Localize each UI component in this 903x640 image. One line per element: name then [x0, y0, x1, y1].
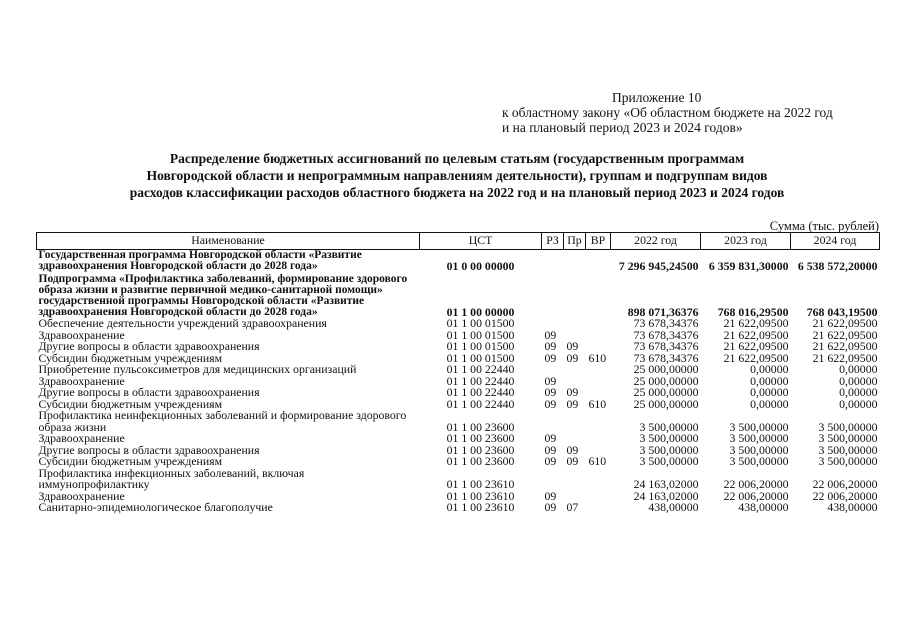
row-name: Здравоохранение: [38, 488, 125, 503]
row-value-2022: 25 000,00000: [633, 385, 699, 399]
row-name: Подпрограмма «Профилактика заболеваний, формирование здорового образа жизни и развитие первичной медико-санитарной помощи» государственной программы Новгородской области «Развитие здравоохранения Новгородской области до 2028 года»: [38, 273, 408, 318]
row-vr: 610: [588, 454, 607, 468]
row-cst: 01 0 00 00000: [446, 258, 515, 273]
row-vr: [586, 364, 611, 376]
row-name: Здравоохранение: [38, 327, 125, 342]
row-name: Государственная программа Новгородской области «Развитие здравоохранения Новгородской области до 2028 года»: [38, 249, 362, 272]
row-value-2023: 3 500,00000: [729, 454, 789, 468]
row-value-2023: 438,00000: [738, 500, 789, 514]
header-name: Наименование: [37, 233, 420, 250]
row-cst: 01 1 00 22440: [446, 362, 515, 376]
row-value-2023: 0,00000: [750, 396, 789, 411]
table-row: [37, 468, 880, 491]
row-value-2023: 6 359 831,30000: [708, 258, 789, 273]
row-value-2023: 0,00000: [750, 385, 789, 399]
row-value-2022: 24 163,02000: [633, 477, 699, 491]
row-vr: [586, 330, 611, 342]
row-cst: 01 1 00 01500: [446, 339, 515, 353]
row-value-2023: 0,00000: [750, 373, 789, 388]
row-value-2022: 73 678,34376: [633, 350, 699, 365]
row-rz: 09: [544, 339, 557, 353]
row-name: Субсидии бюджетным учреждениям: [38, 350, 223, 365]
row-value-2023: 768 016,29500: [717, 304, 789, 319]
header-2024: 2024 год: [791, 233, 880, 250]
row-cst: 01 1 00 01500: [446, 327, 515, 342]
header-rz: РЗ: [542, 233, 564, 250]
row-cst: 01 1 00 23610: [446, 500, 515, 514]
row-value-2024: 22 006,20000: [812, 477, 878, 491]
row-value-2022: 438,00000: [648, 500, 699, 514]
row-value-2022: 25 000,00000: [633, 362, 699, 376]
row-rz: 09: [544, 327, 557, 342]
row-value-2024: 6 538 572,20000: [797, 258, 878, 273]
header-cst: ЦСТ: [420, 233, 542, 250]
row-cst: 01 1 00 23610: [446, 477, 515, 491]
table-row: [37, 272, 880, 318]
title-line-1: Распределение бюджетных ассигнований по целевым статьям (государственным программам: [169, 151, 745, 166]
table-row: [37, 410, 880, 433]
row-value-2023: 22 006,20000: [723, 477, 789, 491]
row-name: Здравоохранение: [38, 431, 125, 445]
row-value-2023: 21 622,09500: [723, 339, 789, 353]
row-value-2022: 73 678,34376: [633, 316, 699, 330]
row-cst: 01 1 00 23600: [446, 442, 515, 457]
row-value-2024: 0,00000: [839, 362, 878, 376]
row-value-2024: 21 622,09500: [812, 327, 878, 342]
row-vr: [586, 491, 611, 503]
row-value-2023: 3 500,00000: [729, 442, 789, 457]
row-rz: 09: [544, 373, 557, 388]
row-value-2023: 0,00000: [750, 362, 789, 376]
row-value-2022: 3 500,00000: [639, 431, 699, 445]
row-vr: [586, 502, 611, 514]
row-name: Субсидии бюджетным учреждениям: [38, 396, 223, 411]
title-line-2: Новгородской области и непрограммным направлениям деятельности), группам и подгруппам видов: [146, 168, 768, 183]
row-name: Здравоохранение: [38, 373, 125, 388]
row-pr: 07: [566, 500, 579, 514]
row-value-2024: 3 500,00000: [818, 431, 878, 445]
row-value-2024: 21 622,09500: [812, 316, 878, 330]
row-value-2024: 3 500,00000: [818, 419, 878, 434]
row-value-2023: 21 622,09500: [723, 316, 789, 330]
row-vr: [586, 318, 611, 330]
row-value-2022: 3 500,00000: [639, 442, 699, 457]
row-cst: 01 1 00 00000: [446, 304, 515, 319]
row-value-2024: 768 043,19500: [806, 304, 878, 319]
row-pr: 09: [566, 350, 579, 365]
appendix-law-ref-cont: и на плановый период 2023 и 2024 годов»: [502, 120, 743, 135]
row-rz: [542, 250, 564, 273]
row-rz: 09: [544, 396, 557, 411]
header-vr: ВР: [586, 233, 611, 250]
row-rz: [542, 410, 564, 433]
row-cst: 01 1 00 22440: [446, 396, 515, 411]
appendix-law-ref: к областному закону «Об областном бюджете на 2022 год: [502, 105, 833, 120]
title-line-3: расходов классификации расходов областного бюджета на 2022 год и на плановый период 2023 и 2024 годов: [129, 185, 785, 200]
row-name: Другие вопросы в области здравоохранения: [38, 385, 260, 399]
row-vr: [586, 468, 611, 491]
row-value-2023: 3 500,00000: [729, 431, 789, 445]
row-rz: 09: [544, 350, 557, 365]
row-name: Другие вопросы в области здравоохранения: [38, 442, 260, 457]
row-name: Профилактика инфекционных заболеваний, включая иммунопрофилактику: [38, 465, 305, 491]
row-rz: 09: [544, 431, 557, 445]
row-name: Профилактика неинфекционных заболеваний и формирование здорового образа жизни: [38, 408, 407, 434]
row-pr: 09: [566, 385, 579, 399]
row-value-2022: 73 678,34376: [633, 327, 699, 342]
row-name: Санитарно-эпидемиологическое благополучие: [38, 500, 273, 514]
row-value-2024: 21 622,09500: [812, 350, 878, 365]
row-value-2022: 3 500,00000: [639, 419, 699, 434]
row-value-2022: 25 000,00000: [633, 373, 699, 388]
row-value-2024: 22 006,20000: [812, 488, 878, 503]
budget-table: [36, 232, 880, 514]
row-name: Субсидии бюджетным учреждениям: [38, 454, 223, 468]
row-value-2024: 0,00000: [839, 396, 878, 411]
document-title: [36, 150, 878, 201]
row-vr: 610: [588, 350, 607, 365]
header-2022: 2022 год: [611, 233, 701, 250]
row-value-2024: 0,00000: [839, 373, 878, 388]
row-value-2024: 21 622,09500: [812, 339, 878, 353]
row-vr: [586, 410, 611, 433]
row-cst: 01 1 00 22440: [446, 373, 515, 388]
row-cst: 01 1 00 01500: [446, 316, 515, 330]
row-cst: 01 1 00 23600: [446, 431, 515, 445]
row-value-2023: 22 006,20000: [723, 488, 789, 503]
row-rz: 09: [544, 385, 557, 399]
row-pr: 09: [566, 396, 579, 411]
row-vr: [586, 376, 611, 388]
row-rz: [542, 272, 564, 318]
row-pr: [564, 410, 586, 433]
row-value-2024: 0,00000: [839, 385, 878, 399]
header-pr: Пр: [564, 233, 586, 250]
row-value-2022: 73 678,34376: [633, 339, 699, 353]
row-value-2024: 3 500,00000: [818, 454, 878, 468]
row-value-2023: 3 500,00000: [729, 419, 789, 434]
appendix-number: Приложение 10: [612, 90, 702, 105]
row-pr: [564, 318, 586, 330]
row-rz: [542, 468, 564, 491]
row-vr: 610: [588, 396, 607, 411]
row-pr: [564, 468, 586, 491]
row-pr: 09: [566, 454, 579, 468]
row-vr: [586, 272, 611, 318]
row-value-2022: 7 296 945,24500: [618, 258, 699, 273]
row-pr: 09: [566, 339, 579, 353]
row-name: Другие вопросы в области здравоохранения: [38, 339, 260, 353]
row-cst: 01 1 00 22440: [446, 385, 515, 399]
row-vr: [586, 433, 611, 445]
row-value-2022: 898 071,36376: [627, 304, 699, 319]
row-value-2022: 24 163,02000: [633, 488, 699, 503]
units-label: Сумма (тыс. рублей): [769, 219, 879, 233]
row-name: Обеспечение деятельности учреждений здравоохранения: [38, 316, 327, 330]
appendix-note: [502, 90, 833, 135]
row-cst: 01 1 00 01500: [446, 350, 515, 365]
row-name: Приобретение пульсоксиметров для медицинских организаций: [38, 362, 357, 376]
row-value-2024: 3 500,00000: [818, 442, 878, 457]
header-2023: 2023 год: [701, 233, 791, 250]
row-rz: 09: [544, 442, 557, 457]
row-rz: 09: [544, 500, 557, 514]
row-value-2022: 25 000,00000: [633, 396, 699, 411]
row-rz: 09: [544, 454, 557, 468]
row-cst: 01 1 00 23600: [446, 419, 515, 434]
row-rz: 09: [544, 488, 557, 503]
table-row: [37, 502, 880, 514]
table-header-row: [37, 233, 880, 250]
row-value-2022: 3 500,00000: [639, 454, 699, 468]
row-cst: 01 1 00 23600: [446, 454, 515, 468]
table-row: [37, 250, 880, 273]
row-pr: [564, 250, 586, 273]
row-pr: 09: [566, 442, 579, 457]
row-value-2024: 438,00000: [827, 500, 878, 514]
row-pr: [564, 272, 586, 318]
row-value-2023: 21 622,09500: [723, 350, 789, 365]
row-vr: [586, 250, 611, 273]
row-pr: [564, 364, 586, 376]
row-cst: 01 1 00 23610: [446, 488, 515, 503]
row-value-2023: 21 622,09500: [723, 327, 789, 342]
